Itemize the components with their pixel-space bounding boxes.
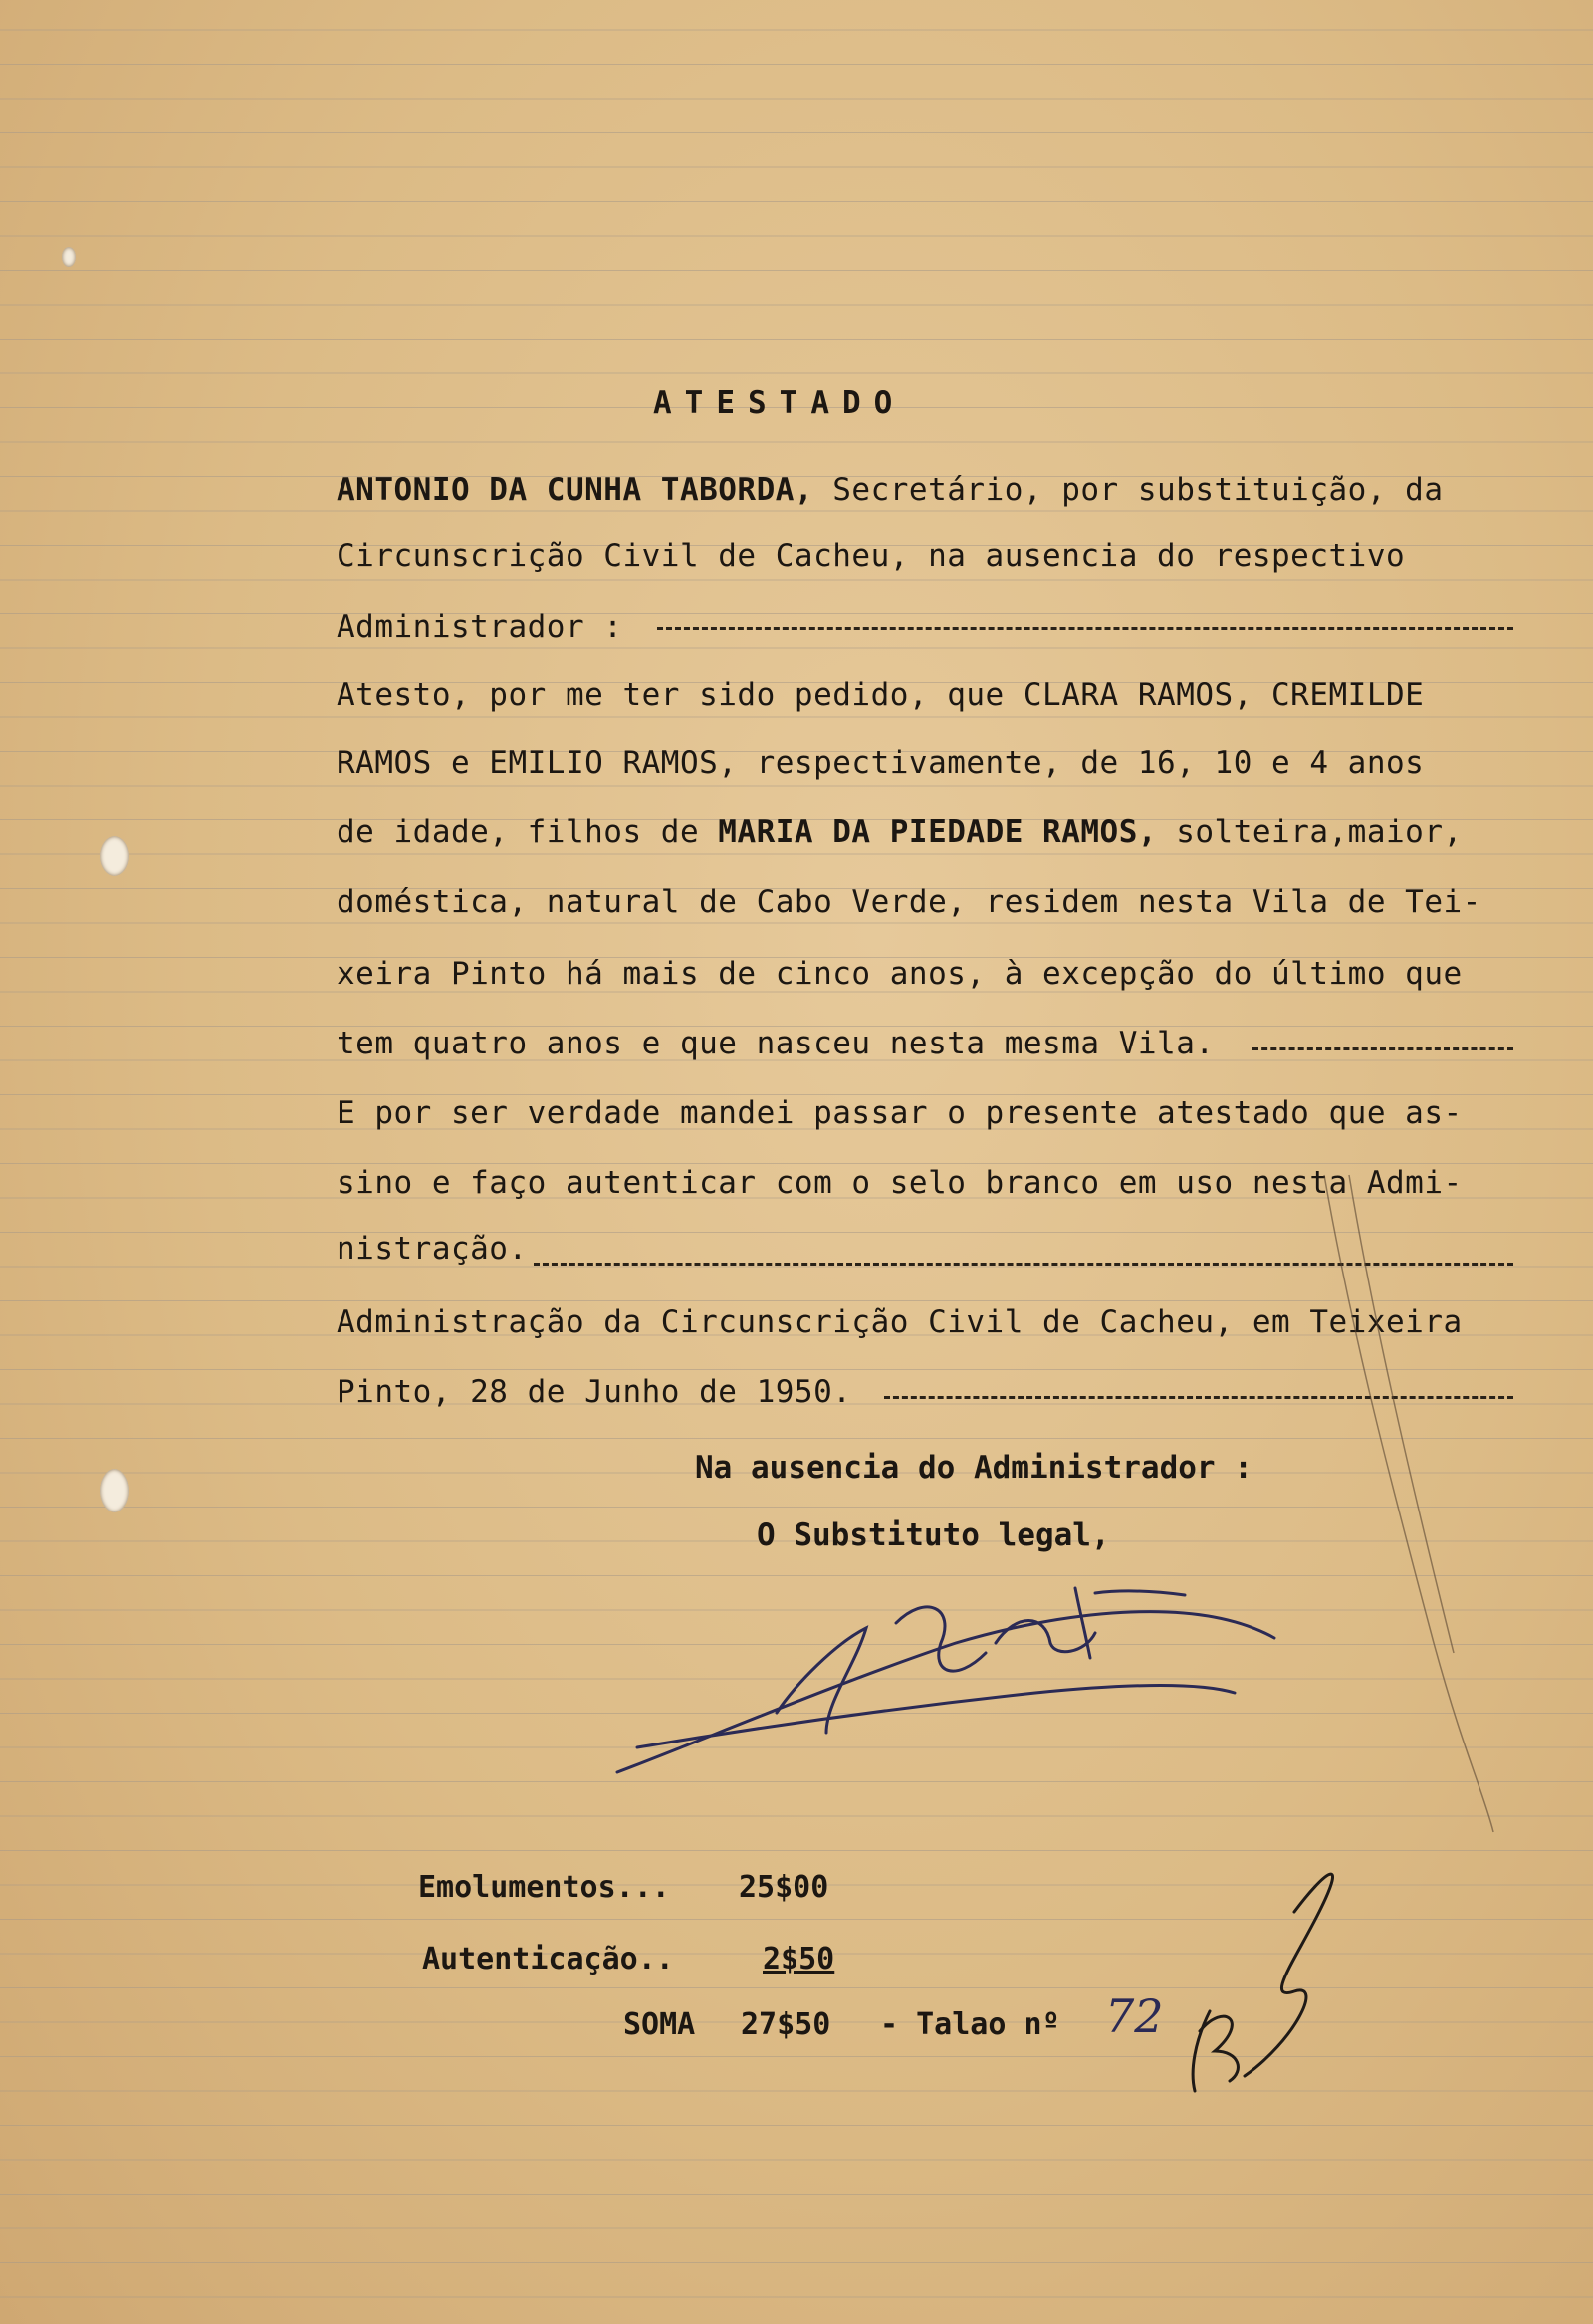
fee-label-soma: SOMA [623, 2007, 696, 2042]
body-text: E por ser verdade mandei passar o presente atestado que as- [337, 1095, 1463, 1131]
body-text: MARIA DA PIEDADE RAMOS, [718, 814, 1158, 850]
body-text: ANTONIO DA CUNHA TABORDA, [337, 472, 814, 508]
fee-value-emolumentos: 25$00 [739, 1870, 829, 1905]
absence-note: Na ausencia do Administrador : [695, 1450, 1252, 1486]
fee-label-autenticacao: Autenticação.. [422, 1942, 674, 1976]
fee-value-autenticacao: 2$50 [763, 1942, 835, 1976]
body-text: Secretário, por substituição, da [813, 472, 1444, 508]
body-text: tem quatro anos e que nasceu nesta mesma Vila. [337, 1026, 1215, 1061]
body-text: Administrador : [337, 609, 623, 645]
fee-label-emolumentos: Emolumentos... [418, 1870, 670, 1905]
substitute-title: O Substituto legal, [757, 1517, 1110, 1553]
body-text: solteira,maior, [1157, 814, 1463, 850]
talao-number: 72 [1105, 1989, 1164, 2043]
body-text: doméstica, natural de Cabo Verde, residem nesta Vila de Tei- [337, 884, 1481, 920]
body-text: Administração da Circunscrição Civil de Cacheu, em Teixeira [337, 1304, 1463, 1340]
body-text: Atesto, por me ter sido pedido, que CLARA RAMOS, CREMILDE [337, 677, 1425, 713]
body-text: nistração. [337, 1231, 528, 1267]
document-title: ATESTADO [653, 385, 906, 421]
body-text: sino e faço autenticar com o selo branco em uso nesta Admi- [337, 1165, 1463, 1201]
body-text: Circunscrição Civil de Cacheu, na ausencia do respectivo [337, 538, 1406, 574]
talao-label: - Talao nº [880, 2007, 1060, 2042]
body-text: Pinto, 28 de Junho de 1950. [337, 1374, 852, 1410]
body-text: de idade, filhos de [337, 814, 719, 850]
fee-value-soma: 27$50 [741, 2007, 831, 2042]
body-text: xeira Pinto há mais de cinco anos, à excepção do último que [337, 956, 1463, 992]
body-text: RAMOS e EMILIO RAMOS, respectivamente, de 16, 10 e 4 anos [337, 745, 1425, 781]
